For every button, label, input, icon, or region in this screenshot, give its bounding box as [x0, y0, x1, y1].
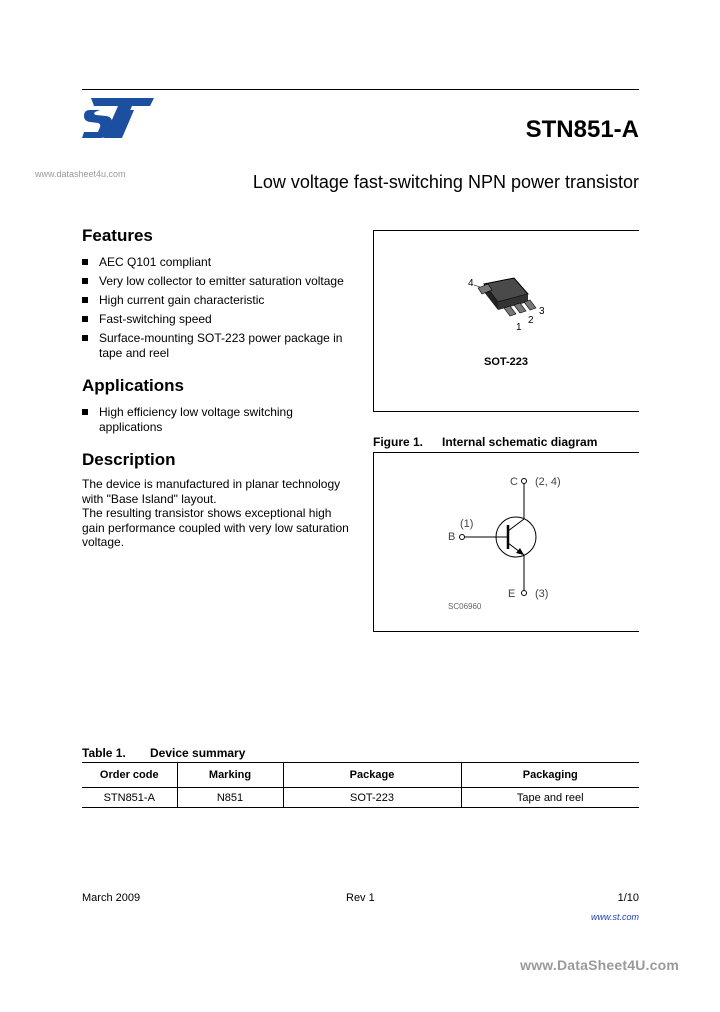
description-text [82, 477, 357, 550]
pin-label: 1 [516, 322, 522, 333]
figure-label: Figure 1. [373, 435, 424, 449]
list-item: High efficiency low voltage switching applications [82, 405, 312, 434]
figure-caption [373, 435, 597, 449]
column-header: Packaging [461, 763, 639, 788]
datasheet-watermark[interactable]: www.DataSheet4U.com [520, 957, 679, 973]
applications-heading: Applications [82, 376, 185, 395]
applications-list [82, 405, 312, 439]
collector-label: C [510, 476, 518, 488]
table-cell: Tape and reel [461, 788, 639, 808]
table-label: Table 1. [82, 746, 126, 760]
figure-title: Internal schematic diagram [442, 435, 598, 449]
table-row [82, 788, 639, 808]
description-paragraph: The device is manufactured in planar technology with "Base Island" layout. [82, 477, 341, 506]
schematic-code: SC06960 [448, 602, 482, 611]
pin-label: 2 [528, 315, 534, 326]
base-label: B [448, 531, 456, 543]
npn-schematic-icon [374, 453, 638, 631]
list-item: Fast-switching speed [82, 312, 352, 327]
footer-page-number: 1/10 [617, 892, 639, 904]
pin-label: 4 [468, 278, 474, 289]
table-cell: N851 [177, 788, 283, 808]
column-header: Order code [82, 763, 177, 788]
base-pins: (1) [460, 518, 474, 530]
st-website-link[interactable]: www.st.com [590, 912, 639, 922]
list-item: AEC Q101 compliant [82, 255, 352, 270]
footer-date: March 2009 [82, 892, 141, 904]
table-title: Device summary [150, 746, 246, 760]
description-paragraph: The resulting transistor shows exceptional high gain performance coupled with very low saturation voltage. [82, 506, 349, 549]
description-heading: Description [82, 450, 176, 469]
list-item: High current gain characteristic [82, 293, 352, 308]
page-title: STN851-A [525, 116, 639, 143]
header-rule [82, 89, 639, 90]
sot223-package-icon [460, 272, 560, 334]
device-summary-table [82, 762, 639, 808]
watermark-url[interactable]: www.datasheet4u.com [35, 169, 126, 179]
table-caption [82, 746, 245, 760]
footer-revision: Rev 1 [346, 892, 375, 904]
column-header: Package [283, 763, 461, 788]
features-heading: Features [82, 226, 153, 245]
table-header-row [82, 763, 639, 788]
features-list [82, 255, 352, 365]
page-subtitle: Low voltage fast-switching NPN power transistor [252, 172, 639, 192]
table-cell: STN851-A [82, 788, 177, 808]
st-logo-icon [82, 96, 156, 140]
emitter-label: E [508, 588, 516, 600]
column-header: Marking [177, 763, 283, 788]
collector-pins: (2, 4) [535, 476, 561, 488]
package-label: SOT-223 [484, 356, 529, 368]
list-item: Very low collector to emitter saturation voltage [82, 274, 352, 289]
table-cell: SOT-223 [283, 788, 461, 808]
list-item: Surface-mounting SOT-223 power package in tape and reel [82, 331, 352, 360]
pin-label: 3 [539, 306, 545, 317]
emitter-pins: (3) [535, 588, 549, 600]
